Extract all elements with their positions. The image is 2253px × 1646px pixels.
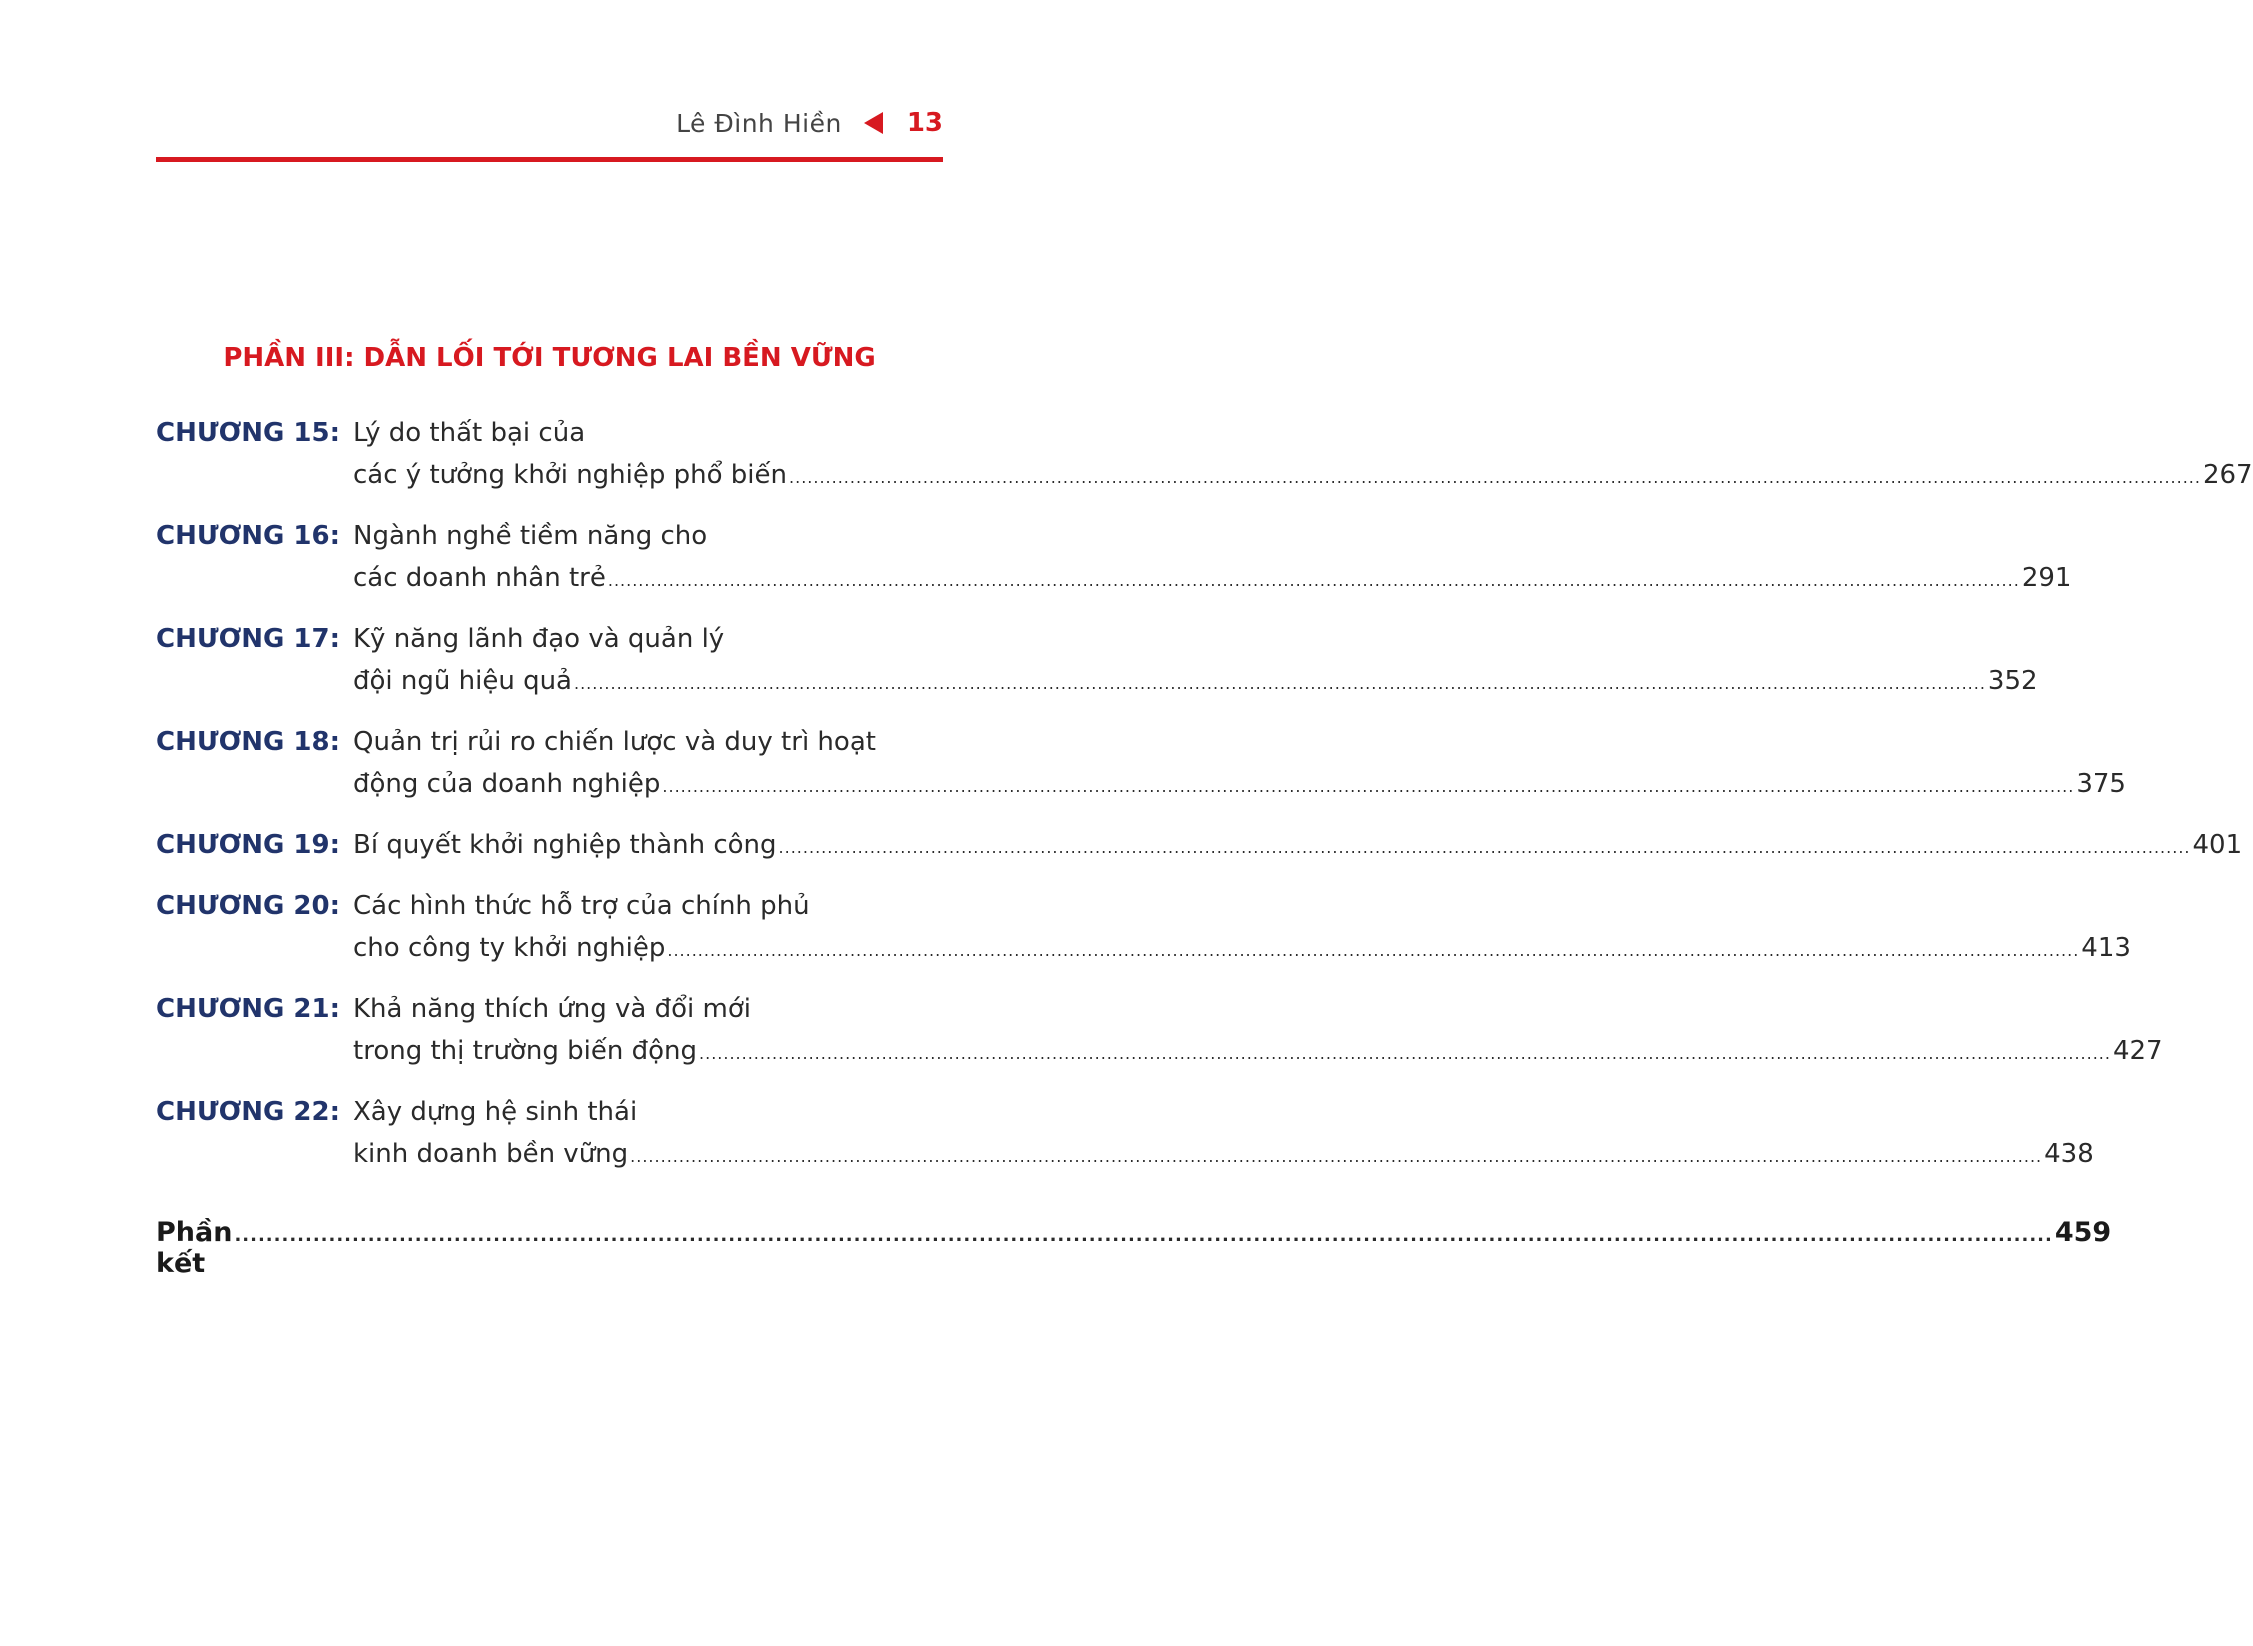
chapter-title-line: trong thị trường biến động xyxy=(353,1036,698,1066)
header-divider xyxy=(156,157,943,162)
toc-entry xyxy=(156,885,2131,972)
chapter-title xyxy=(353,1091,2094,1178)
chapter-title-line: Lý do thất bại của xyxy=(353,418,586,448)
chapter-title xyxy=(353,824,2242,869)
chapter-title-line: Ngành nghề tiềm năng cho xyxy=(353,521,708,551)
chapter-title-line: Bí quyết khởi nghiệp thành công xyxy=(353,830,777,860)
chapter-title-line: Các hình thức hỗ trợ của chính phủ xyxy=(353,891,810,921)
dot-leader xyxy=(608,560,2020,602)
dot-leader xyxy=(630,1136,2042,1178)
triangle-left-icon xyxy=(864,112,883,134)
chapter-page-number: 438 xyxy=(2044,1139,2094,1169)
dot-leader xyxy=(667,930,2079,972)
chapter-title xyxy=(353,412,2253,499)
chapter-title xyxy=(353,885,2131,972)
chapter-page-number: 291 xyxy=(2021,563,2072,593)
chapter-title xyxy=(353,721,2126,808)
chapter-title-line: Khả năng thích ứng và đổi mới xyxy=(353,994,751,1024)
chapter-page-number: 413 xyxy=(2081,933,2131,963)
chapter-title-line: các ý tưởng khởi nghiệp phổ biến xyxy=(353,460,788,490)
chapter-label: CHƯƠNG 19: xyxy=(156,830,341,860)
chapter-label: CHƯƠNG 17: xyxy=(156,624,341,654)
epilogue-entry xyxy=(156,1217,2112,1279)
toc-entry xyxy=(156,515,2072,602)
chapter-page-number: 401 xyxy=(2192,830,2243,860)
chapter-page-number: 352 xyxy=(1987,666,2038,696)
chapter-page-number: 375 xyxy=(2076,769,2126,799)
chapter-title xyxy=(353,988,2163,1075)
chapter-label: CHƯƠNG 20: xyxy=(156,891,341,921)
toc-entry xyxy=(156,412,2253,499)
chapter-label: CHƯƠNG 21: xyxy=(156,994,341,1024)
chapter-page-number: 427 xyxy=(2112,1036,2163,1066)
toc-entry xyxy=(156,824,2243,869)
toc-entry xyxy=(156,1091,2094,1178)
epilogue-label: Phần kết xyxy=(156,1217,233,1279)
table-of-contents xyxy=(156,412,2253,1194)
dot-leader xyxy=(574,663,1986,705)
toc-entry xyxy=(156,721,2126,808)
dot-leader xyxy=(662,766,2074,808)
chapter-title-line: các doanh nhân trẻ xyxy=(353,563,606,593)
chapter-title-line: kinh doanh bền vững xyxy=(353,1139,629,1169)
chapter-label: CHƯƠNG 15: xyxy=(156,418,341,448)
chapter-label: CHƯƠNG 16: xyxy=(156,521,341,551)
chapter-label: CHƯƠNG 22: xyxy=(156,1097,341,1127)
toc-entry xyxy=(156,988,2163,1075)
epilogue-page-number: 459 xyxy=(2054,1217,2112,1248)
chapter-title xyxy=(353,618,2038,705)
running-header xyxy=(156,108,943,138)
toc-entry xyxy=(156,618,2038,705)
dot-leader xyxy=(234,1225,2052,1246)
dot-leader xyxy=(779,827,2191,869)
dot-leader xyxy=(699,1033,2111,1075)
dot-leader xyxy=(789,457,2201,499)
part-title: PHẦN III: DẪN LỐI TỚI TƯƠNG LAI BỀN VỮNG xyxy=(223,343,876,373)
chapter-label: CHƯƠNG 18: xyxy=(156,727,341,757)
chapter-title-line: Quản trị rủi ro chiến lược và duy trì hoạt xyxy=(353,727,876,757)
page-number: 13 xyxy=(906,108,943,138)
chapter-page-number: 267 xyxy=(2202,460,2253,490)
author-name: Lê Đình Hiền xyxy=(676,108,842,138)
chapter-title-line: đội ngũ hiệu quả xyxy=(353,666,572,696)
chapter-title-line: động của doanh nghiệp xyxy=(353,769,661,799)
chapter-title xyxy=(353,515,2071,602)
chapter-title-line: Kỹ năng lãnh đạo và quản lý xyxy=(353,624,725,654)
chapter-title-line: Xây dựng hệ sinh thái xyxy=(353,1097,638,1127)
chapter-title-line: cho công ty khởi nghiệp xyxy=(353,933,666,963)
